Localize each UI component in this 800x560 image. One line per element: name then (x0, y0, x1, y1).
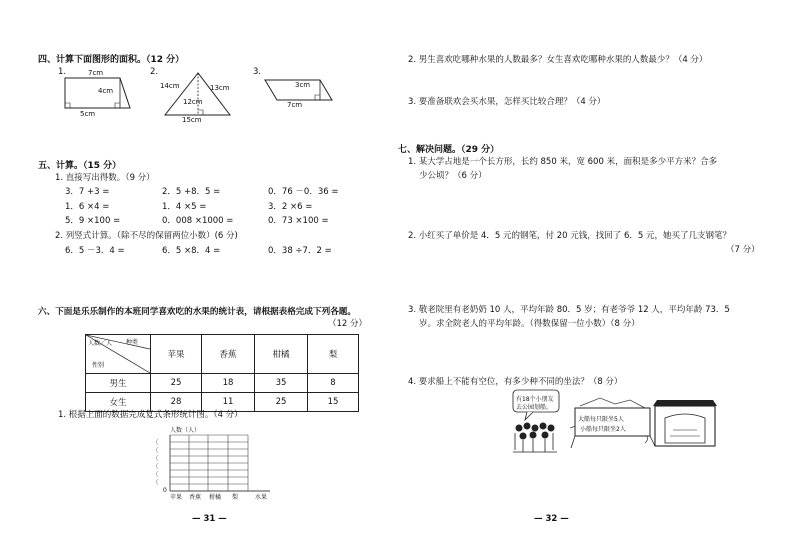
header-gender-label: 性别 (92, 362, 105, 369)
column-header: 香蕉 (202, 335, 255, 374)
chart-y-label: 人数（人） (170, 427, 201, 434)
fig1-top-label: 7cm (88, 69, 104, 77)
chart-zero-label: 0 (163, 487, 167, 494)
q6-2-label: 2. 男生喜欢吃哪种水果的人数最多？女生喜欢吃哪种水果的人数最少？（4 分） (408, 55, 708, 65)
section-6-title: 六、下面是乐乐制作的本班同学喜欢吃的水果的统计表，请根据表格完成下列各题。 (38, 307, 356, 317)
table-cell: 25 (255, 393, 308, 412)
q7-2-line2: （7 分） (726, 245, 760, 255)
column-header: 柑橘 (255, 335, 308, 374)
fig1-bottom-label: 5cm (80, 110, 96, 118)
q5-1-label: 1. 直接写出得数。（9 分） (55, 173, 155, 183)
fig2-right-label: 13cm (210, 84, 230, 92)
bubble-line2: 去公园划船。 (516, 404, 553, 411)
calc-r2c2: 1．4 ×5 = (162, 202, 207, 212)
calc-r1c1: 3．7 +3 = (65, 187, 110, 197)
section-7-title: 七、解决问题。（29 分） (398, 145, 500, 155)
chart-x-label: 苹果 (170, 494, 183, 501)
q7-4-label: 4. 要求船上不能有空位，有多少种不同的坐法？（8 分） (408, 377, 623, 387)
trapezoid-figure (60, 70, 140, 120)
table-cell: 15 (308, 393, 359, 412)
calc-r3c2: 0．008 ×1000 = (162, 216, 234, 226)
header-kind-label: 种类 (126, 339, 139, 346)
q7-2-line1: 2. 小红买了单价是 4．5 元的钢笔，付 20 元钱，找回了 6．5 元，她买了几支钢笔？ (408, 231, 731, 241)
sign-line1: 大船每只限坐5人 (578, 416, 624, 423)
table-cell: 28 (151, 393, 202, 412)
row-label: 女生 (86, 393, 151, 412)
fig3-bottom-label: 7cm (287, 101, 303, 109)
q5-2-label: 2. 列竖式计算。（除不尽的保留两位小数）(6 分) (55, 231, 238, 241)
calc-r4c2: 6．5 ×8．4 = (162, 246, 221, 256)
table-cell: 25 (151, 374, 202, 393)
calc-r4c1: 6．5 －3．4 = (65, 246, 125, 256)
q7-1-line2: 少公顷？（6 分） (419, 171, 487, 181)
calc-r3c1: 5．9 ×100 = (65, 216, 121, 226)
section-6-points: （12 分） (328, 319, 368, 329)
column-header: 苹果 (151, 335, 202, 374)
fruit-stats-table (85, 334, 359, 412)
chart-x-label: 梨 (232, 494, 239, 501)
q6-1-label: 1. 根据上面的数据完成复式条形统计图。（4 分） (58, 410, 243, 420)
header-count-label: 人数／人 (88, 340, 113, 347)
fig2-bottom-label: 15cm (182, 116, 202, 124)
table-row (86, 393, 359, 412)
calc-r3c3: 0．73 ×100 = (268, 216, 329, 226)
chart-x-label: 香蕉 (189, 494, 202, 501)
table-cell: 8 (308, 374, 359, 393)
table-header-diagonal-cell (86, 335, 151, 374)
fig3-height-label: 3cm (295, 81, 311, 89)
calc-r2c1: 1．6 ×4 = (65, 202, 110, 212)
fig1-number: 1. (58, 67, 67, 77)
table-cell: 35 (255, 374, 308, 393)
chart-x-label: 柑橘 (209, 494, 222, 501)
calc-r1c3: 0．76 －0．36 = (268, 187, 339, 197)
page-number-left: — 31 — (192, 514, 227, 524)
sign-line2: 小船每只限坐2人 (580, 426, 626, 433)
table-cell: 18 (202, 374, 255, 393)
page-number-right: — 32 — (534, 514, 569, 524)
calc-r1c2: 2．5 +8．5 = (162, 187, 221, 197)
calc-r2c3: 3．2 ×6 = (268, 202, 313, 212)
fig2-left-label: 14cm (160, 82, 180, 90)
q7-1-line1: 1. 某大学占地是一个长方形，长约 850 米，宽 600 米，面积是多少平方米？合多 (408, 157, 718, 167)
section-5-title: 五、计算。（15 分） (38, 161, 122, 171)
table-row (86, 374, 359, 393)
bubble-line1: 有18个小朋友 (516, 396, 554, 403)
chart-x-axis-title: 水果 (255, 494, 268, 501)
column-header: 梨 (308, 335, 359, 374)
table-cell: 11 (202, 393, 255, 412)
q6-3-label: 3. 要准备联欢会买水果，怎样买比较合理？（4 分） (408, 97, 606, 107)
fig3-number: 3. (253, 67, 262, 77)
row-label: 男生 (86, 374, 151, 393)
section-4-title: 四、计算下面图形的面积。（12 分） (38, 55, 185, 65)
fig2-number: 2. (150, 67, 159, 77)
fig2-height-label: 12cm (183, 98, 203, 106)
q7-3-line2: 岁。求全院老人的平均年龄。（得数保留一位小数）（8 分） (419, 319, 640, 329)
fig1-height-label: 4cm (98, 87, 114, 95)
q7-3-line1: 3. 敬老院里有老奶奶 10 人，平均年龄 80．5 岁；有老爷爷 12 人，平均年龄 73．5 (408, 305, 730, 315)
calc-r4c3: 0．38 ÷7．2 = (268, 246, 332, 256)
